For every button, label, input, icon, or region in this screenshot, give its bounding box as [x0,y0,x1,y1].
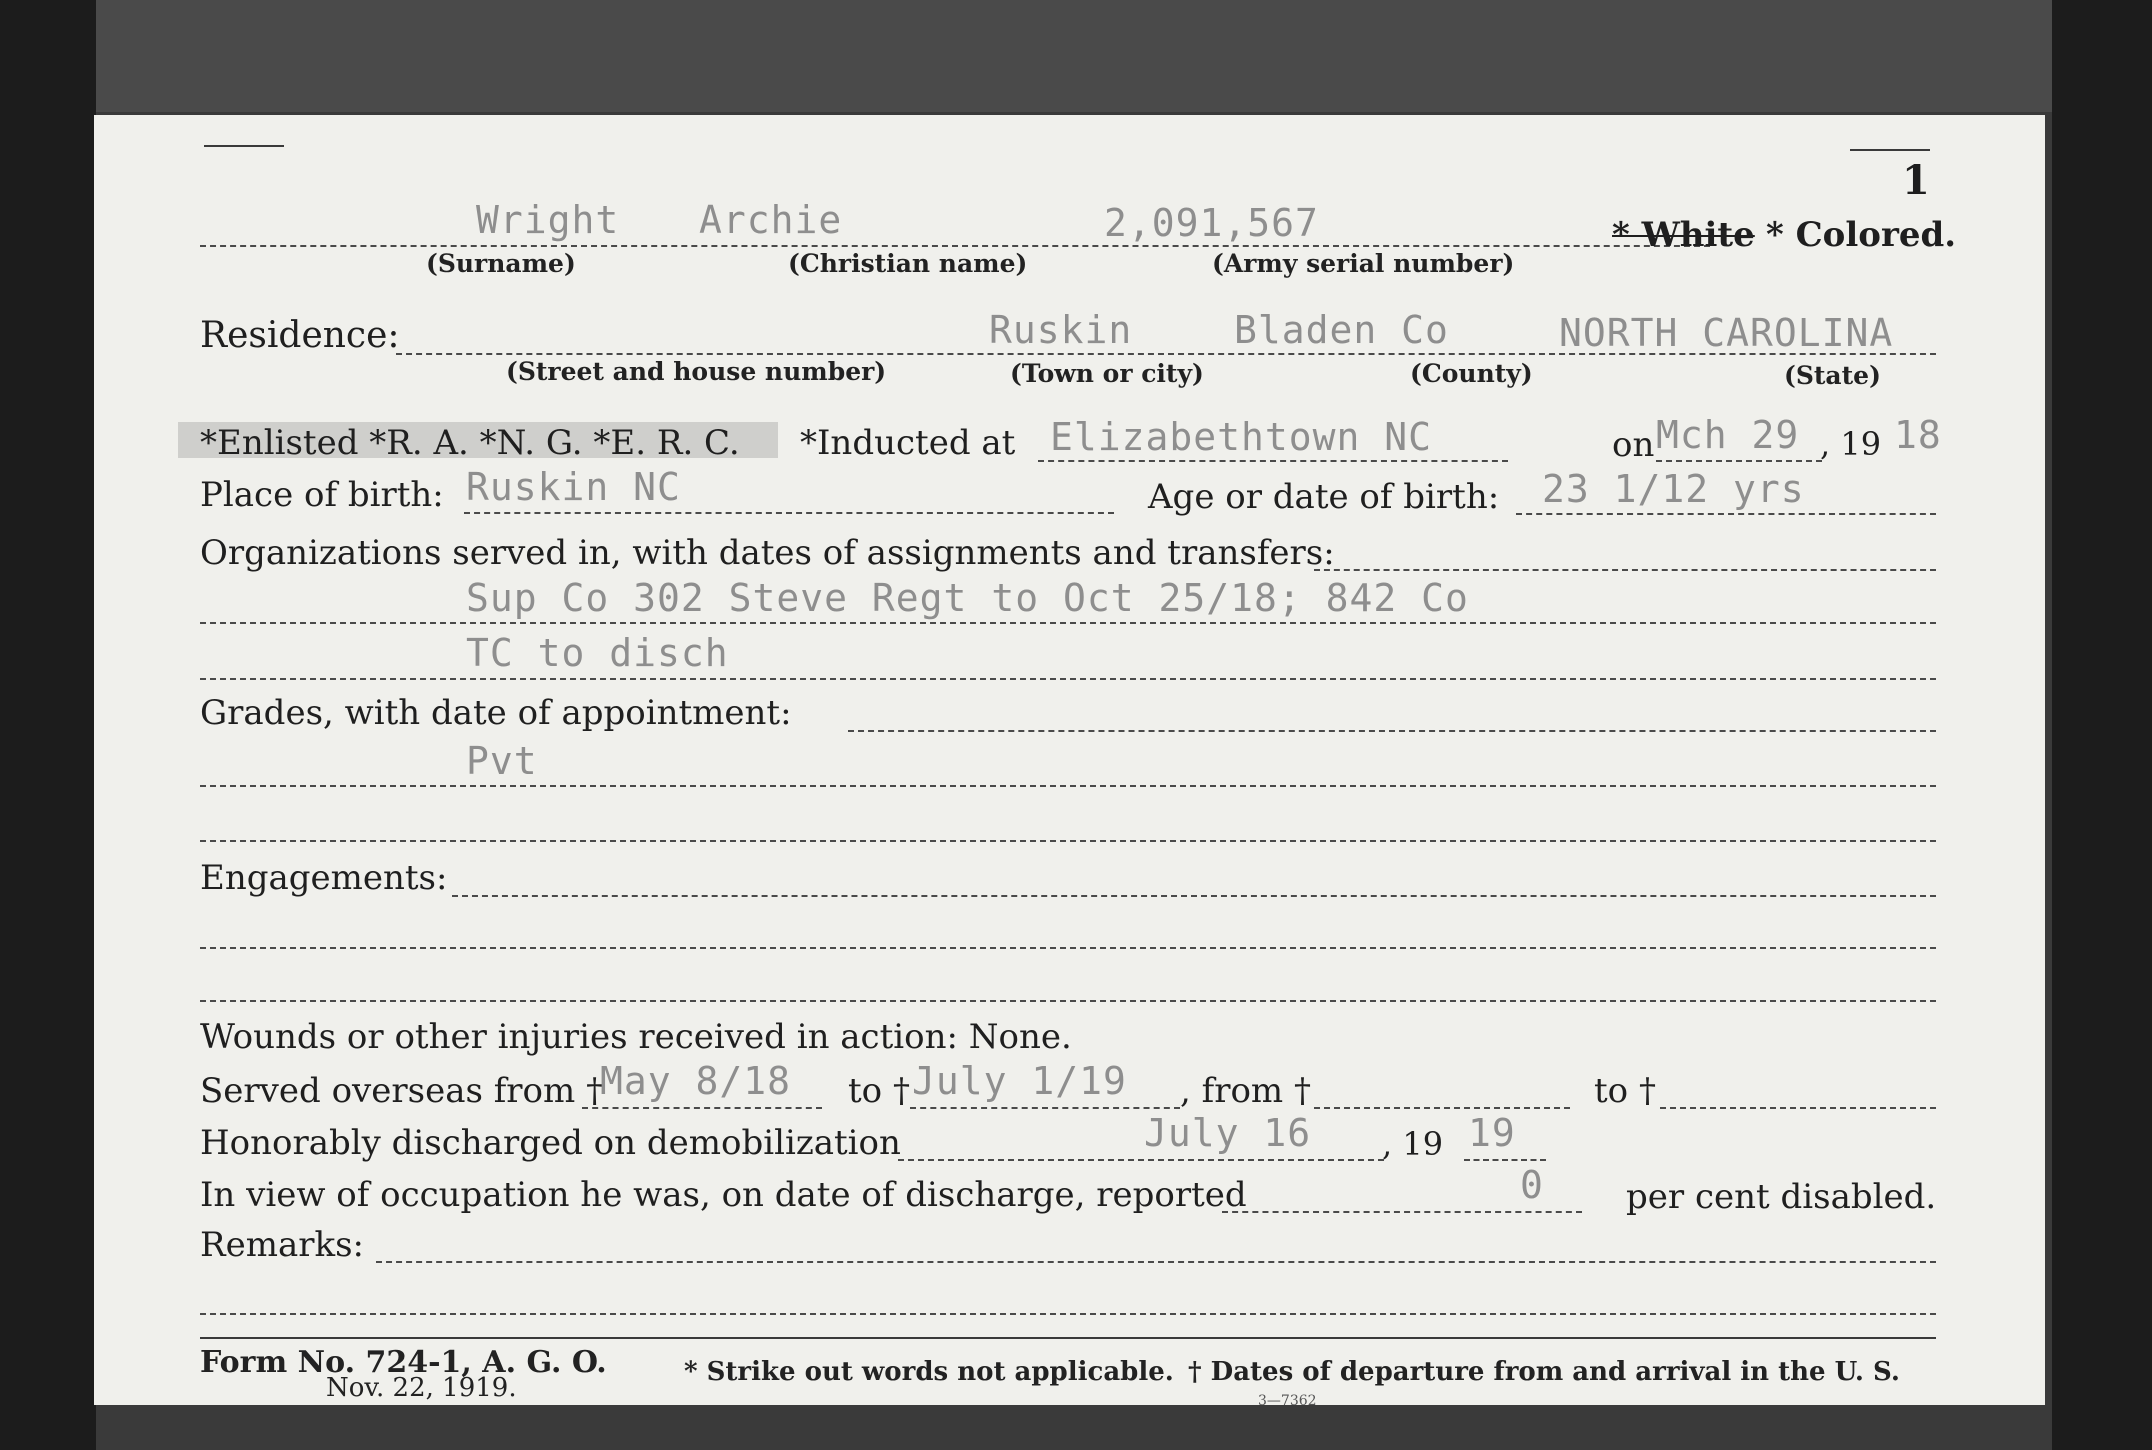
birth-place-line [464,512,1114,514]
inducted-label: *Inducted at [800,423,1016,463]
discharge-year-line [1464,1159,1546,1161]
birth-place: Ruskin NC [466,465,681,509]
remarks-label: Remarks: [200,1225,364,1265]
town-caption: (Town or city) [1010,359,1204,388]
overseas-from2-line [1314,1107,1570,1109]
serial-number-caption: (Army serial number) [1212,249,1515,278]
disability-suffix: per cent disabled. [1626,1177,1937,1217]
disability-line [1222,1211,1582,1213]
organizations-entry-1: Sup Co 302 Steve Regt to Oct 25/18; 842 Co [466,576,1469,620]
engagements-line-0 [452,895,1936,897]
residence-town: Ruskin [989,308,1133,352]
enlisted-options: *Enlisted *R. A. *N. G. *E. R. C. [200,423,740,463]
organizations-entry-2: TC to disch [466,631,729,675]
white-option: * White [1612,215,1755,255]
grades-line-0 [848,730,1936,732]
footnote-strike: * Strike out words not applicable. [684,1357,1174,1387]
age-line [1516,513,1936,515]
overseas-to2-line [1660,1107,1936,1109]
state-caption: (State) [1784,361,1881,390]
grades-line-2 [200,840,1936,842]
overseas-label: Served overseas from † [200,1071,604,1111]
age-value: 23 1/12 yrs [1542,467,1805,511]
background-left [0,0,96,1450]
discharge-date-line [898,1159,1384,1161]
residence-state: NORTH CAROLINA [1559,311,1894,355]
card-number: 1 [1902,157,1930,204]
background-top [96,0,2052,112]
form-date: Nov. 22, 1919. [326,1373,517,1403]
residence-label: Residence: [200,315,400,356]
form-number: Form No. 724-1, A. G. O. [200,1345,607,1380]
overseas-to-line [910,1107,1180,1109]
age-label: Age or date of birth: [1148,477,1500,517]
christian-name-caption: (Christian name) [788,249,1028,278]
top-left-rule [204,145,284,147]
overseas-to-date: July 1/19 [912,1059,1127,1103]
grades-line-1 [200,785,1936,787]
footer-rule [200,1337,1936,1339]
name-line [200,245,1710,247]
christian-name-value: Archie [699,198,843,242]
inducted-place-line [1038,460,1508,462]
grades-entry-1: Pvt [466,739,538,783]
discharge-label: Honorably discharged on demobilization [200,1123,901,1163]
background-right [2052,0,2152,1450]
inducted-date: Mch 29 [1656,413,1800,457]
engagements-line-2 [200,1000,1936,1002]
overseas-to2-label: to † [1594,1071,1656,1111]
remarks-line-1 [200,1313,1936,1315]
serial-number-value: 2,091,567 [1104,201,1319,245]
discharge-date: July 16 [1144,1111,1312,1155]
overseas-from2-label: , from † [1180,1071,1311,1111]
inducted-on-label: on [1612,425,1655,465]
disability-value: 0 [1520,1163,1544,1207]
engagements-label: Engagements: [200,858,448,898]
print-code: 3—7362 [1258,1393,1317,1409]
discharge-year-prefix: , 19 [1382,1125,1444,1163]
overseas-to-label: to † [848,1071,910,1111]
disability-label: In view of occupation he was, on date of discharge, reported [200,1175,1247,1215]
organizations-line-2 [200,678,1936,680]
footnote-dates: † Dates of departure from and arrival in the U. S. [1188,1357,1900,1387]
county-caption: (County) [1410,359,1533,388]
colored-option: * Colored. [1766,215,1957,255]
grades-label: Grades, with date of appointment: [200,693,792,733]
top-right-rule [1850,149,1930,151]
surname-value: Wright [476,198,620,242]
organizations-label: Organizations served in, with dates of assignments and transfers: [200,533,1335,573]
record-card [94,115,2045,1409]
inducted-place: Elizabethtown NC [1050,415,1433,459]
engagements-line-1 [200,947,1936,949]
wounds-text: Wounds or other injuries received in action: None. [200,1017,1072,1057]
organizations-line-1 [200,622,1936,624]
birth-place-label: Place of birth: [200,475,444,515]
organizations-line-0 [1314,569,1936,571]
inducted-year: 18 [1894,413,1942,457]
inducted-date-line [1656,460,1822,462]
surname-caption: (Surname) [426,249,576,278]
discharge-year: 19 [1468,1111,1516,1155]
overseas-from-line [582,1107,822,1109]
inducted-year-prefix: , 19 [1820,425,1882,463]
residence-county: Bladen Co [1234,308,1449,352]
street-caption: (Street and house number) [506,357,887,386]
remarks-line-0 [376,1261,1936,1263]
overseas-from-date: May 8/18 [600,1059,792,1103]
